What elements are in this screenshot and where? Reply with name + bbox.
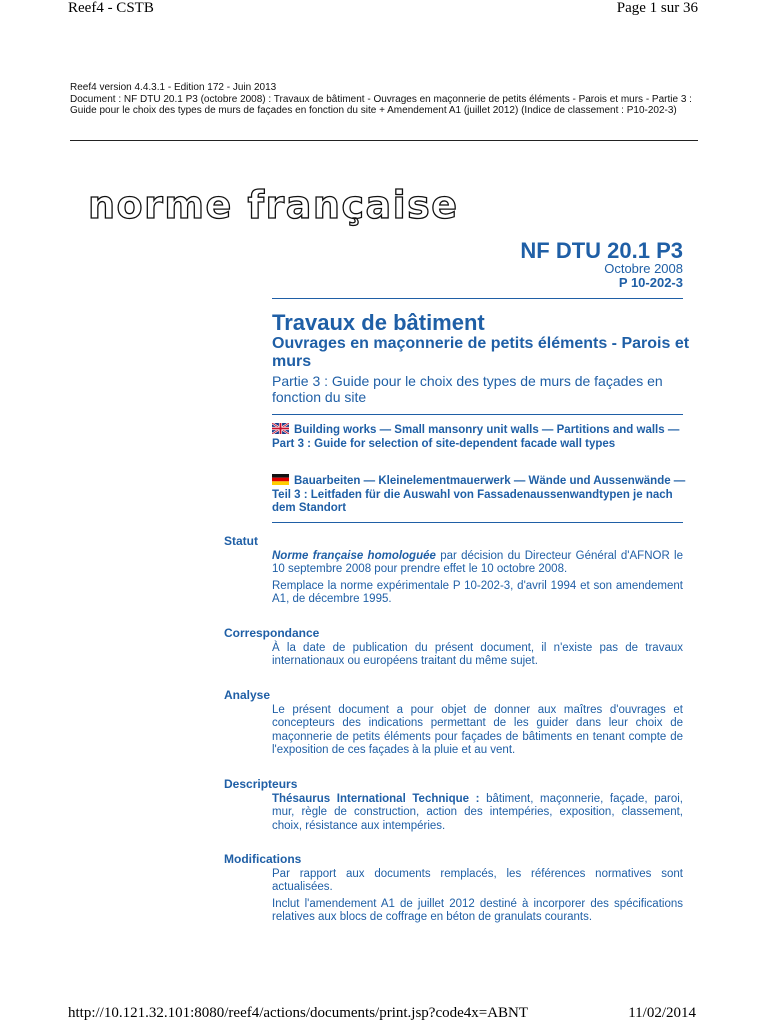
correspondance-text: À la date de publication du présent document, il n'existe pas de travaux internationaux ou européens traitant du même sujet.: [272, 642, 683, 668]
statut-text-1: par décision du Directeur Général d'AFNOR le 10 septembre 2008 pour prendre effet le 10 octobre 2008.: [272, 550, 683, 576]
statut-text-2: Remplace la norme expérimentale P 10-202-3, d'avril 1994 et son amendement A1, de décembre 1995.: [272, 579, 683, 605]
section-label-statut: Statut: [224, 534, 258, 548]
section-label-modifications: Modifications: [224, 852, 302, 866]
germany-flag-icon: [272, 474, 289, 485]
section-body-descripteurs: [272, 793, 683, 836]
meta-document: Document : NF DTU 20.1 P3 (octobre 2008) : Travaux de bâtiment - Ouvrages en maçonnerie de petits éléments - Parois et murs - Partie 3 : Guide pour le choix des types de murs de façades en fonction du site + Amendement A1 (juillet 2012) (Indice de classement : P10-202-3): [70, 93, 692, 116]
analyse-text: Le présent document a pour objet de donner aux maîtres d'ouvrages et concepteurs des indications permettant de les guider dans leur choix de maçonnerie de petits éléments pour façades de bâtiments en tenant compte de l'exposition de ces façades à la pluie et au vent.: [272, 704, 683, 756]
statut-emphasis: Norme française homologuée: [272, 550, 436, 562]
title-divider-top: [272, 298, 683, 299]
descripteurs-text: bâtiment, maçonnerie, façade, paroi, mur, règle de construction, action des intempéries, exposition, classement, choix, résistance aux intempéries.: [272, 793, 684, 832]
print-header-page: Page 1 sur 36: [616, 0, 698, 16]
header-divider: [70, 140, 698, 141]
standard-code: NF DTU 20.1 P3: [520, 238, 683, 263]
section-body-analyse: [272, 704, 683, 760]
translation-en-text: Building works — Small mansonry unit walls — Partitions and walls — Part 3 : Guide for selection of site-dependent facade wall types: [272, 424, 680, 450]
meta-version: Reef4 version 4.4.3.1 - Edition 172 - Juin 2013: [70, 82, 277, 93]
uk-flag-icon: [272, 423, 289, 434]
modifications-text-2: Inclut l'amendement A1 de juillet 2012 destiné à incorporer des spécifications relatives aux blocs de coffrage en béton de granulats courants.: [272, 897, 683, 923]
section-label-analyse: Analyse: [224, 688, 271, 702]
standard-date: Octobre 2008: [604, 261, 683, 276]
footer-url: http://10.121.32.101:8080/reef4/actions/documents/print.jsp?code4x=ABNT: [68, 1005, 529, 1021]
translation-en: [272, 423, 687, 451]
standard-ref: P 10-202-3: [618, 275, 683, 290]
section-body-modifications: [272, 868, 683, 927]
title-divider-bottom: [272, 522, 683, 523]
section-label-descripteurs: Descripteurs: [224, 777, 298, 791]
descripteurs-emphasis: Thésaurus International Technique :: [272, 793, 480, 805]
part-title: Partie 3 : Guide pour le choix des types de murs de façades en fonction du site: [272, 373, 663, 405]
translation-de: [272, 474, 687, 516]
sub-title: Ouvrages en maçonnerie de petits éléments - Parois et murs: [272, 335, 690, 370]
footer-date: 11/02/2014: [628, 1005, 696, 1021]
main-title: Travaux de bâtiment: [272, 310, 485, 335]
print-header-title: Reef4 - CSTB: [68, 0, 154, 16]
norme-banner: norme française: [88, 183, 459, 227]
modifications-text-1: Par rapport aux documents remplacés, les références normatives sont actualisées.: [272, 868, 683, 894]
section-body-statut: [272, 550, 683, 609]
document-meta: [70, 82, 700, 117]
translation-de-text: Bauarbeiten — Kleinelementmauerwerk — Wände und Aussenwände — Teil 3 : Leitfaden für die Auswahl von Fassadenaussenwandtypen je nach dem Standort: [272, 475, 686, 514]
section-body-correspondance: [272, 642, 683, 672]
title-divider-mid: [272, 414, 683, 415]
section-label-correspondance: Correspondance: [224, 626, 320, 640]
